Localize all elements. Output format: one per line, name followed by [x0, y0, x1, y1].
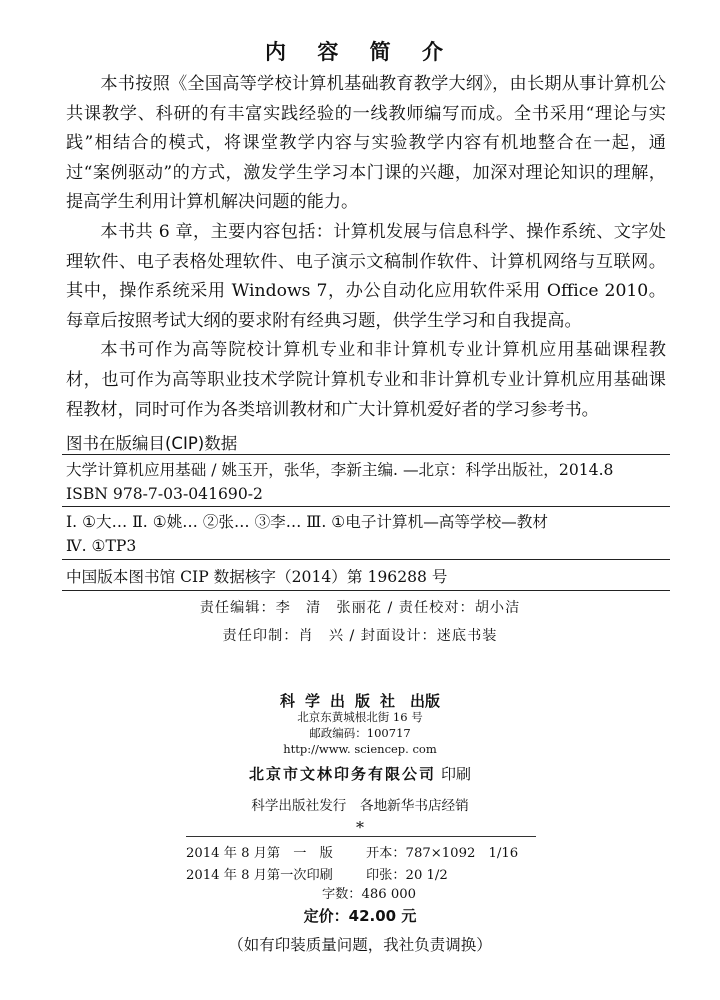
page-title: 内 容 简 介: [265, 40, 455, 64]
intro-paragraph-3: 本书可作为高等院校计算机专业和非计算机专业计算机应用基础课程教材，也可作为高等职业技术学院计算机专业和非计算机专业计算机应用基础课程教材，同时可作为各类培训教材和广大计算机爱好者的学习参考书。: [66, 340, 666, 420]
spec-format: 开本：787×1092 1/16: [366, 846, 519, 861]
publisher-word: 出版: [410, 692, 441, 710]
spec-sheets: 印张：20 1/2: [366, 867, 448, 883]
cip-middle-rule: [62, 506, 670, 507]
spec-printing: 2014 年 8 月第一次印刷: [186, 867, 333, 883]
publisher-name: 科学出版社: [279, 692, 405, 710]
distribution-line: 科学出版社发行 各地新华书店经销: [251, 798, 469, 814]
price: 定价：42.00 元: [303, 907, 417, 925]
cip-lower-rule: [62, 559, 670, 560]
cip-class-line: Ⅳ. ①TP3: [66, 537, 137, 555]
credits-line-2: 责任印制：肖 兴 / 封面设计：迷底书装: [222, 628, 498, 644]
cip-catalog-line: 大学计算机应用基础 / 姚玉开，张华，李新主编. —北京：科学出版社，2014.8: [66, 461, 614, 479]
intro-paragraph-2: 本书共 6 章，主要内容包括：计算机发展与信息科学、操作系统、文字处理软件、电子表格处理软件、电子演示文稿制作软件、计算机网络与互联网。其中，操作系统采用 Windows 7，办公自动化应用软件采用 Office 2010。每章后按照考试大纲的要求附有经典习题，供学生学习和自我提高。: [66, 221, 666, 331]
credits-line-1: 责任编辑：李 清 张丽花 / 责任校对：胡小洁: [199, 600, 521, 616]
cip-top-rule: [62, 454, 670, 455]
publisher-url: http://www. sciencep. com: [283, 742, 437, 756]
spec-row: [186, 843, 546, 865]
cip-heading: 图书在版编目(CIP)数据: [66, 434, 238, 453]
cip-subject-line: Ⅰ. ①大… Ⅱ. ①姚… ②张… ③李… Ⅲ. ①电子计算机—高等学校—教材: [66, 513, 548, 531]
cip-block: [66, 458, 670, 506]
separator-asterisk: *: [356, 818, 364, 837]
cip-isbn: ISBN 978-7-03-041690-2: [66, 485, 263, 503]
intro-section: [66, 70, 666, 425]
publisher-address: 北京东黄城根北街 16 号: [297, 710, 423, 724]
cip-classification: [66, 510, 670, 558]
spec-edition: 2014 年 8 月第 一 版: [186, 846, 333, 861]
quality-notice: （如有印装质量问题，我社负责调换）: [228, 936, 492, 954]
cip-bottom-rule: [62, 590, 670, 591]
intro-paragraph-1: 本书按照《全国高等学校计算机基础教育教学大纲》，由长期从事计算机公共课教学、科研的有丰富实践经验的一线教师编写而成。全书采用“理论与实践”相结合的模式，将课堂教学内容与实验教学内容有机地整合在一起，通过“案例驱动”的方式，激发学生学习本门课的兴趣，加深对理论知识的理解，提高学生利用计算机解决问题的能力。: [66, 74, 666, 213]
printer-name: 北京市文林印务有限公司: [248, 765, 436, 783]
publisher-postcode: 邮政编码：100717: [309, 726, 411, 740]
printer-line: [0, 763, 720, 784]
printer-word: 印刷: [441, 765, 472, 783]
specs-block: [186, 843, 546, 886]
spec-word-count: 字数：486 000: [321, 887, 417, 902]
publisher-line: [0, 690, 720, 711]
cip-data-number: 中国版本图书馆 CIP 数据核字（2014）第 196288 号: [66, 568, 448, 586]
specs-rule: [186, 836, 536, 837]
